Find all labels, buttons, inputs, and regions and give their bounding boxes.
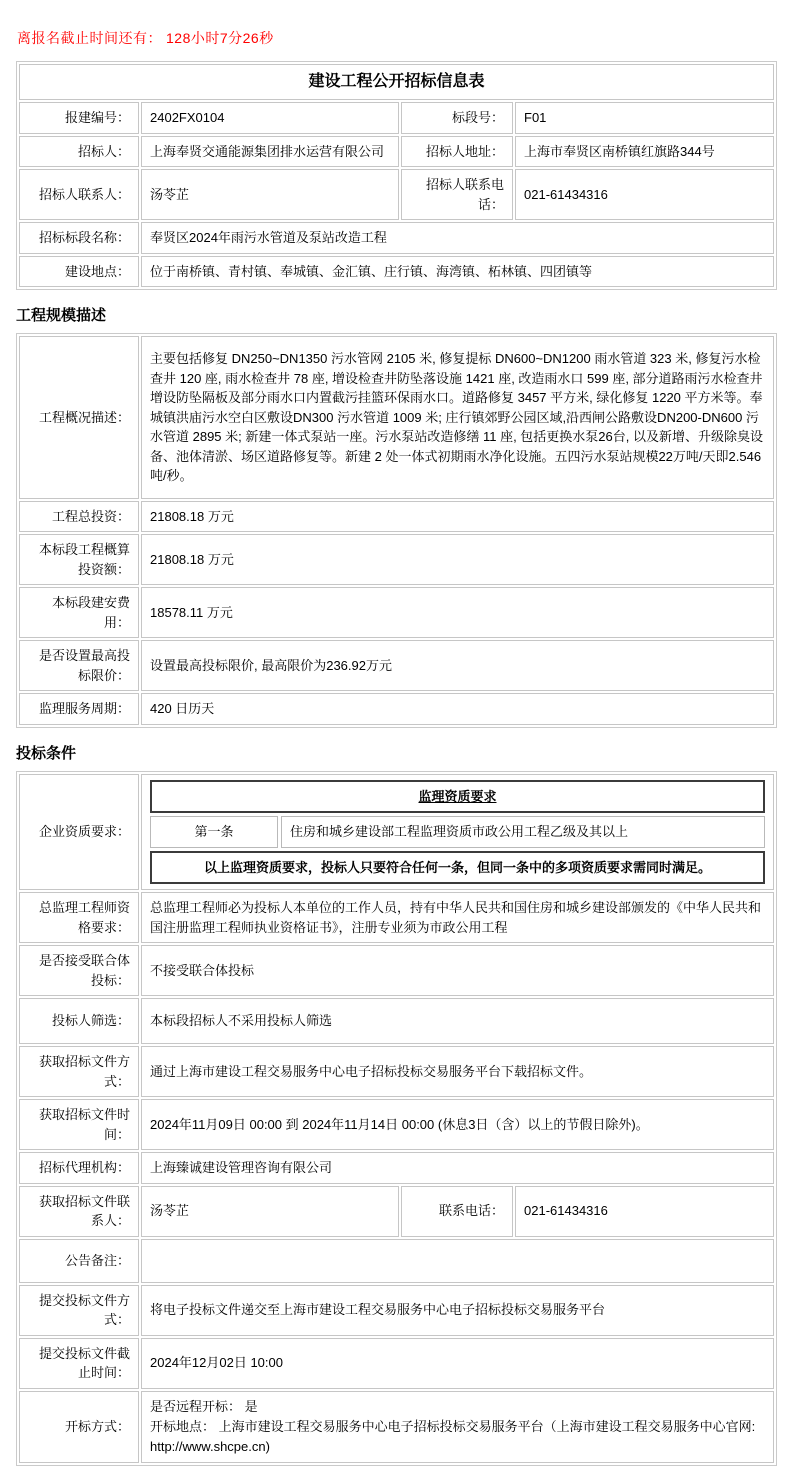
opening-remote-line: 是否远程开标： 是	[150, 1398, 258, 1414]
submit-deadline-value: 2024年12月02日 10:00	[141, 1338, 774, 1389]
agency-value: 上海臻诚建设管理咨询有限公司	[141, 1152, 774, 1184]
baojian-no-value: 2402FX0104	[141, 102, 399, 134]
qualification-label: 企业资质要求：	[19, 774, 139, 891]
doc-time-label: 获取招标文件时间：	[19, 1099, 139, 1150]
supervision-qualification-title: 监理资质要求	[150, 780, 765, 814]
table-row	[19, 640, 774, 691]
table-row	[19, 693, 774, 725]
page	[16, 0, 777, 1466]
submit-method-label: 提交投标文件方式：	[19, 1285, 139, 1336]
notice-remark-label: 公告备注：	[19, 1239, 139, 1283]
tenderee-value: 上海奉贤交通能源集团排水运营有限公司	[141, 136, 399, 168]
table-row	[19, 1391, 774, 1463]
submit-deadline-label: 提交投标文件截止时间：	[19, 1338, 139, 1389]
qualification-cell	[141, 774, 774, 891]
section-budget-value: 21808.18 万元	[141, 534, 774, 585]
page-title: 建设工程公开招标信息表	[19, 64, 774, 100]
scale-table	[16, 333, 777, 728]
opening-location-line: 开标地点： 上海市建设工程交易服务中心电子招标投标交易服务平台（上海市建设工程交易服务中心官网: http://www.shcpe.cn)	[150, 1418, 756, 1454]
table-row	[19, 64, 774, 100]
baojian-no-label: 报建编号：	[19, 102, 139, 134]
table-row	[19, 1239, 774, 1283]
supervision-period-label: 监理服务周期：	[19, 693, 139, 725]
tenderee-tel-label: 招标人联系电话：	[401, 169, 513, 220]
table-row	[19, 222, 774, 254]
doc-method-label: 获取招标文件方式：	[19, 1046, 139, 1097]
scale-section-heading: 工程规模描述	[16, 307, 107, 324]
chief-supervisor-value: 总监理工程师必为投标人本单位的工作人员，持有中华人民共和国住房和城乡建设部颁发的《中华人民共和国注册监理工程师执业资格证书》，注册专业须为市政公用工程	[141, 892, 774, 943]
table-row	[19, 945, 774, 996]
bid-section-no-label: 标段号：	[401, 102, 513, 134]
table-row	[19, 256, 774, 288]
table-row	[19, 998, 774, 1044]
price-cap-value: 设置最高投标限价, 最高限价为236.92万元	[141, 640, 774, 691]
qualification-item-no: 第一条	[150, 816, 278, 848]
qualification-item-text: 住房和城乡建设部工程监理资质市政公用工程乙级及其以上	[281, 816, 765, 848]
tenderee-address-label: 招标人地址：	[401, 136, 513, 168]
tenderee-address-value: 上海市奉贤区南桥镇红旗路344号	[515, 136, 774, 168]
table-row	[19, 102, 774, 134]
tenderee-label: 招标人：	[19, 136, 139, 168]
bidder-screening-label: 投标人筛选：	[19, 998, 139, 1044]
tenderee-tel-value: 021-61434316	[515, 169, 774, 220]
table-row	[19, 1152, 774, 1184]
supervision-period-value: 420 日历天	[141, 693, 774, 725]
total-investment-label: 工程总投资：	[19, 501, 139, 533]
consortium-label: 是否接受联合体投标：	[19, 945, 139, 996]
opening-method-cell	[141, 1391, 774, 1463]
doc-contact-tel-label: 联系电话：	[401, 1186, 513, 1237]
price-cap-label: 是否设置最高投标限价：	[19, 640, 139, 691]
tenderee-contact-value: 汤苓芷	[141, 169, 399, 220]
table-row	[19, 1046, 774, 1097]
consortium-value: 不接受联合体投标	[141, 945, 774, 996]
notice-remark-value	[141, 1239, 774, 1283]
bid-section-no-value: F01	[515, 102, 774, 134]
table-row	[19, 534, 774, 585]
qualification-note: 以上监理资质要求，投标人只要符合任何一条，但同一条中的多项资质要求需同时满足。	[150, 851, 765, 885]
table-row	[19, 336, 774, 499]
bid-info-table	[16, 61, 777, 290]
opening-method-label: 开标方式：	[19, 1391, 139, 1463]
section-name-value: 奉贤区2024年雨污水管道及泵站改造工程	[141, 222, 774, 254]
section-budget-label: 本标段工程概算投资额：	[19, 534, 139, 585]
doc-contact-value: 汤苓芷	[141, 1186, 399, 1237]
chief-supervisor-label: 总监理工程师资格要求：	[19, 892, 139, 943]
countdown-label: 离报名截止时间还有：	[17, 30, 162, 46]
table-row	[19, 892, 774, 943]
table-row	[19, 136, 774, 168]
overview-value: 主要包括修复 DN250~DN1350 污水管网 2105 米, 修复提标 DN600~DN1200 雨水管道 323 米, 修复污水检查井 120 座, 雨水检查井 78 座, 增设检查井防坠落设施 1421 座, 改造雨水口 599 座, 部分道路雨污水检查井增设防坠隔板及部分雨水口内置截污挂篮环保雨水口。道路修复 3457 平方米, 绿化修复 1220 平方米等。奉城镇洪庙污水空白区敷设DN300 污水管道 1009 米; 庄行镇郊野公园区域,沿西闸公路敷设DN200-DN600 污水管道 2895 米; 新建一体式泵站一座。污水泵站改造修缮 11 座, 包括更换水泵26台, 以及新增、升级除臭设备、池体清淤、场区道路修复等。新建 2 处一体式初期雨水净化设施。五四污水泵站规模22万吨/天即2.546吨/秒。	[141, 336, 774, 499]
total-investment-value: 21808.18 万元	[141, 501, 774, 533]
table-row	[19, 501, 774, 533]
table-row	[19, 169, 774, 220]
conditions-section-heading: 投标条件	[16, 744, 77, 762]
table-row	[19, 1285, 774, 1336]
table-row	[19, 1186, 774, 1237]
construction-cost-value: 18578.11 万元	[141, 587, 774, 638]
countdown-value: 128小时7分26秒	[166, 30, 274, 46]
location-value: 位于南桥镇、青村镇、奉城镇、金汇镇、庄行镇、海湾镇、柘林镇、四团镇等	[141, 256, 774, 288]
conditions-table	[16, 771, 777, 1466]
doc-method-value: 通过上海市建设工程交易服务中心电子招标投标交易服务平台下载招标文件。	[141, 1046, 774, 1097]
section-name-label: 招标标段名称：	[19, 222, 139, 254]
doc-time-value: 2024年11月09日 00:00 到 2024年11月14日 00:00 (休息3日（含）以上的节假日除外)。	[141, 1099, 774, 1150]
submit-method-value: 将电子投标文件递交至上海市建设工程交易服务中心电子招标投标交易服务平台	[141, 1285, 774, 1336]
qualification-item-row	[150, 816, 765, 848]
location-label: 建设地点：	[19, 256, 139, 288]
construction-cost-label: 本标段建安费用：	[19, 587, 139, 638]
tenderee-contact-label: 招标人联系人：	[19, 169, 139, 220]
agency-label: 招标代理机构：	[19, 1152, 139, 1184]
table-row	[19, 587, 774, 638]
registration-countdown	[16, 0, 777, 61]
table-row	[19, 1338, 774, 1389]
doc-contact-tel-value: 021-61434316	[515, 1186, 774, 1237]
doc-contact-label: 获取招标文件联系人：	[19, 1186, 139, 1237]
table-row	[19, 774, 774, 891]
overview-label: 工程概况描述：	[19, 336, 139, 499]
table-row	[19, 1099, 774, 1150]
bidder-screening-value: 本标段招标人不采用投标人筛选	[141, 998, 774, 1044]
